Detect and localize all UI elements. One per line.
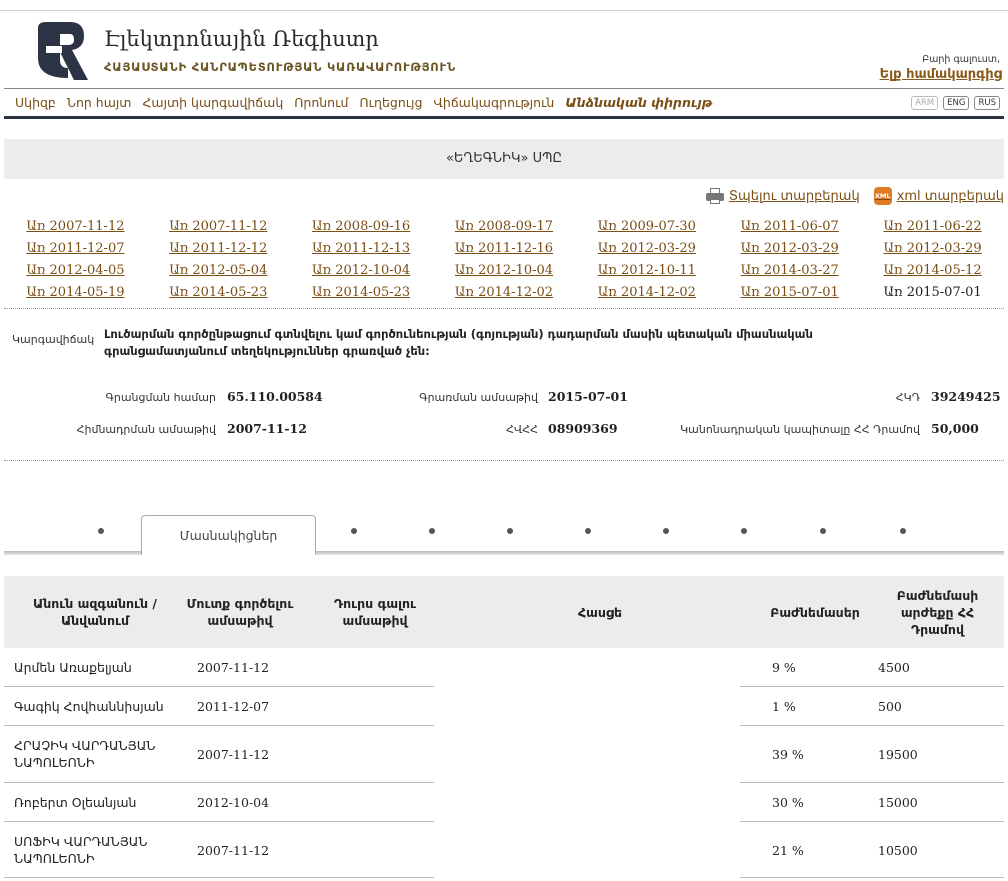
- nav-application-status[interactable]: Հայտի կարգավիճակ: [142, 95, 284, 110]
- nav-guide[interactable]: Ուղեցույց: [359, 95, 423, 110]
- date-link[interactable]: Առ 2012-05-04: [169, 263, 268, 278]
- date-link[interactable]: Առ 2012-10-11: [597, 263, 696, 278]
- entry-date: 2011-12-07: [197, 699, 270, 714]
- entry-date: 2012-10-04: [197, 795, 270, 810]
- top-border: [0, 10, 1008, 11]
- reg-number-value: 65.110.00584: [227, 389, 323, 404]
- hvhh-value: 08909369: [548, 421, 618, 436]
- print-version-link[interactable]: [706, 188, 860, 204]
- date-link[interactable]: Առ 2012-10-04: [454, 263, 554, 278]
- date-link[interactable]: Առ 2015-07-01: [740, 285, 839, 300]
- nav-divider: [4, 88, 1004, 89]
- founding-date-value: 2007-11-12: [227, 421, 307, 436]
- entry-date: 2007-11-12: [197, 843, 270, 858]
- divider: [4, 308, 1004, 309]
- date-link[interactable]: Առ 2012-03-29: [883, 241, 982, 256]
- company-name: «ԵՂԵԳՆԻԿ» ՍՊԸ: [4, 139, 1004, 179]
- nav-bottom-bar: [4, 116, 1004, 119]
- date-link[interactable]: Առ 2014-05-12: [883, 263, 982, 278]
- share-value: 19500: [878, 747, 918, 762]
- tab-dot[interactable]: [351, 528, 357, 534]
- entry-date: 2007-11-12: [197, 747, 270, 762]
- date-link[interactable]: Առ 2014-05-19: [26, 285, 125, 300]
- share-percent: 21 %: [772, 843, 804, 858]
- participant-name: Ռոբերտ Օլեանյան: [14, 795, 137, 810]
- participant-name: ՍՈՖԻԿ ՎԱՐԴԱՆՅԱՆ ՆԱՊՈԼԵՈՆԻ: [14, 834, 148, 866]
- date-link[interactable]: Առ 2007-11-12: [169, 219, 268, 234]
- th-name: Անուն ազգանուն / Անվանում: [33, 596, 157, 628]
- share-value: 15000: [878, 795, 918, 810]
- er-logo-icon: [34, 20, 90, 82]
- tab-dot[interactable]: [900, 528, 906, 534]
- status-label: Կարգավիճակ: [12, 333, 95, 346]
- share-percent: 1 %: [772, 699, 796, 714]
- date-link[interactable]: Առ 2011-12-12: [169, 241, 268, 256]
- date-link[interactable]: Առ 2014-12-02: [454, 285, 554, 300]
- founding-date-label: Հիմնադրման ամսաթիվ: [76, 423, 216, 436]
- welcome-text: Բարի գալուստ,: [922, 54, 1000, 65]
- entry-date: 2007-11-12: [197, 660, 270, 675]
- tab-participants[interactable]: Մասնակիցներ: [141, 515, 316, 555]
- row-divider: [740, 725, 1004, 726]
- tin-label: ՀԿԴ: [895, 391, 920, 404]
- xml-icon: XML: [874, 187, 892, 205]
- th-shares: Բաժնեմասեր: [770, 605, 860, 620]
- date-link[interactable]: Առ 2012-04-05: [26, 263, 125, 278]
- capital-value: 50,000: [931, 421, 979, 436]
- main-nav: [15, 95, 712, 110]
- tab-dot[interactable]: [429, 528, 435, 534]
- capital-label: Կանոնադրական կապիտալը ՀՀ Դրամով: [680, 423, 920, 436]
- date-link[interactable]: Առ 2009-07-30: [597, 219, 696, 234]
- lang-eng[interactable]: ENG: [943, 96, 969, 110]
- tab-dot[interactable]: [741, 528, 747, 534]
- site-subtitle: ՀԱՅԱՍՏԱՆԻ ՀԱՆՐԱՊԵՏՈՒԹՅԱՆ ԿԱՌԱՎԱՐՈՒԹՅՈՒՆ: [104, 60, 456, 74]
- hvhh-label: ՀՎՀՀ: [506, 423, 538, 436]
- record-date-label: Գրառման ամսաթիվ: [419, 391, 538, 404]
- row-divider: [740, 821, 1004, 822]
- row-divider: [4, 782, 434, 783]
- tab-dot[interactable]: [820, 528, 826, 534]
- th-address: Հասցե: [578, 605, 622, 620]
- printer-icon: [706, 188, 724, 204]
- th-entry-date: Մուտք գործելու ամսաթիվ: [186, 596, 294, 628]
- logout-link[interactable]: Ելք համակարգից: [879, 67, 1002, 82]
- tab-dot[interactable]: [98, 528, 104, 534]
- share-percent: 39 %: [772, 747, 804, 762]
- participant-name: Արմեն Առաքելյան: [14, 660, 132, 675]
- date-link[interactable]: Առ 2012-10-04: [312, 263, 411, 278]
- row-divider: [4, 877, 434, 878]
- language-switcher: [911, 96, 1000, 110]
- nav-personal[interactable]: Անձնական փիրույթ: [565, 95, 713, 110]
- tab-dot[interactable]: [663, 528, 669, 534]
- participant-name: ՀՐԱՉԻԿ ՎԱՐԴԱՆՅԱՆ ՆԱՊՈԼԵՈՆԻ: [14, 738, 156, 770]
- row-divider: [4, 686, 434, 687]
- date-link[interactable]: Առ 2011-06-07: [740, 219, 839, 234]
- date-link[interactable]: Առ 2014-05-23: [169, 285, 268, 300]
- date-link[interactable]: Առ 2011-06-22: [883, 219, 982, 234]
- date-link[interactable]: Առ 2008-09-16: [312, 219, 411, 234]
- row-divider: [4, 725, 434, 726]
- print-label: Տպելու տարբերակ: [728, 188, 860, 204]
- date-link[interactable]: Առ 2014-03-27: [740, 263, 839, 278]
- date-link[interactable]: Առ 2012-03-29: [597, 241, 696, 256]
- date-current: Առ 2015-07-01: [883, 285, 982, 300]
- divider: [4, 460, 1004, 461]
- history-dates: [4, 219, 1004, 301]
- xml-label: xml տարբերակ: [896, 188, 1004, 204]
- lang-arm[interactable]: ARM: [911, 96, 938, 110]
- share-percent: 9 %: [772, 660, 796, 675]
- date-link[interactable]: Առ 2011-12-07: [26, 241, 125, 256]
- tin-value: 39249425: [931, 389, 1001, 404]
- share-value: 10500: [878, 843, 918, 858]
- nav-new-application[interactable]: Նոր հայտ: [66, 95, 132, 110]
- row-divider: [4, 821, 434, 822]
- nav-statistics[interactable]: Վիճակագրություն: [433, 95, 555, 110]
- row-divider: [740, 686, 1004, 687]
- date-link[interactable]: Առ 2014-05-23: [312, 285, 411, 300]
- date-link[interactable]: Առ 2011-12-16: [454, 241, 554, 256]
- reg-number-label: Գրանցման համար: [105, 391, 216, 404]
- status-text: Լուծարման գործընթացում գտնվելու կամ գործունեության (գոյության) դադարման մասին պետական միասնական գրանցամատյանում տեղեկություններ գրառված չեն:: [104, 327, 813, 358]
- date-link[interactable]: Առ 2007-11-12: [26, 219, 125, 234]
- tab-dot[interactable]: [585, 528, 591, 534]
- th-share-value: Բաժնեմասի արժեքը ՀՀ Դրամով: [896, 588, 979, 637]
- site-title: Էլեկտրոնային Ռեգիստր: [104, 27, 379, 51]
- row-divider: [740, 877, 1004, 878]
- date-link[interactable]: Առ 2012-03-29: [740, 241, 839, 256]
- lang-rus[interactable]: RUS: [974, 96, 1000, 110]
- date-link[interactable]: Առ 2011-12-13: [312, 241, 411, 256]
- xml-version-link[interactable]: [874, 187, 1004, 205]
- th-exit-date: Դուրս գալու ամսաթիվ: [333, 596, 416, 628]
- export-links: [706, 187, 1004, 205]
- share-value: 500: [878, 699, 902, 714]
- participant-name: Գագիկ Հովհաննիսյան: [14, 699, 164, 714]
- date-link[interactable]: Առ 2008-09-17: [454, 219, 554, 234]
- share-value: 4500: [878, 660, 910, 675]
- nav-search[interactable]: Որոնում: [294, 95, 349, 110]
- record-date-value: 2015-07-01: [548, 389, 628, 404]
- date-link[interactable]: Առ 2014-12-02: [597, 285, 696, 300]
- nav-home[interactable]: Սկիզբ: [15, 95, 56, 110]
- tab-dot[interactable]: [507, 528, 513, 534]
- row-divider: [740, 782, 1004, 783]
- share-percent: 30 %: [772, 795, 804, 810]
